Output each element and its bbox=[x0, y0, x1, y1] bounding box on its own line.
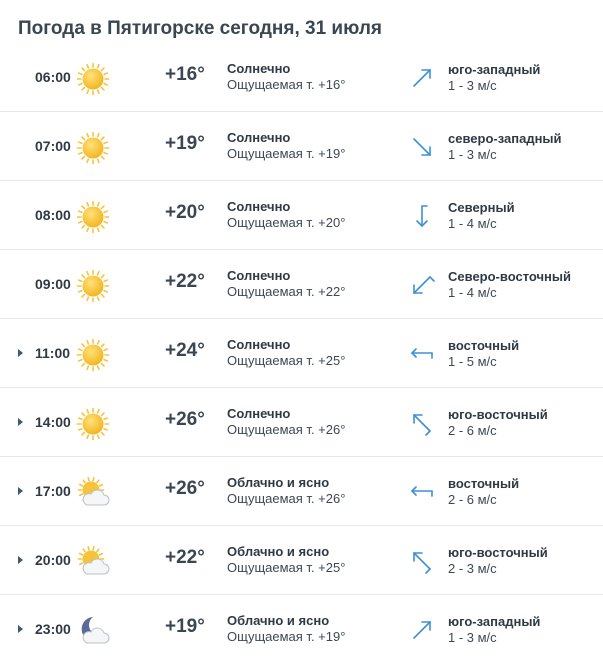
forecast-condition: Солнечно bbox=[227, 199, 291, 214]
wind-direction: юго-западный bbox=[448, 614, 541, 629]
feels-like-temperature: Ощущаемая т. +19° bbox=[227, 146, 346, 161]
forecast-condition: Солнечно bbox=[227, 130, 291, 145]
arrow-west-icon bbox=[408, 340, 436, 368]
wind-direction: юго-восточный bbox=[448, 407, 548, 422]
arrow-northeast-icon bbox=[408, 64, 436, 92]
wind-direction: юго-западный bbox=[448, 62, 541, 77]
forecast-row[interactable] bbox=[0, 319, 603, 388]
expand-caret-icon[interactable] bbox=[18, 556, 23, 564]
arrow-northeast-icon bbox=[408, 616, 436, 644]
forecast-condition: Солнечно bbox=[227, 268, 291, 283]
arrow-southwest-icon bbox=[408, 271, 436, 299]
forecast-time: 06:00 bbox=[35, 69, 71, 85]
wind-direction: восточный bbox=[448, 338, 520, 353]
forecast-temperature: +20° bbox=[165, 202, 205, 223]
wind-speed: 1 - 3 м/с bbox=[448, 630, 497, 645]
wind-speed: 2 - 3 м/с bbox=[448, 561, 497, 576]
sun-cloud-icon bbox=[76, 476, 110, 510]
wind-speed: 1 - 5 м/с bbox=[448, 354, 497, 369]
forecast-temperature: +22° bbox=[165, 547, 205, 568]
forecast-condition: Солнечно bbox=[227, 337, 291, 352]
sun-cloud-icon bbox=[76, 545, 110, 579]
forecast-row bbox=[0, 112, 603, 181]
feels-like-temperature: Ощущаемая т. +26° bbox=[227, 422, 346, 437]
forecast-time: 11:00 bbox=[35, 345, 71, 361]
sun-icon bbox=[76, 269, 110, 303]
wind-direction: Северо-восточный bbox=[448, 269, 572, 284]
forecast-time: 07:00 bbox=[35, 138, 71, 154]
sun-icon bbox=[76, 407, 110, 441]
forecast-condition: Солнечно bbox=[227, 406, 291, 421]
forecast-time: 14:00 bbox=[35, 414, 71, 430]
forecast-condition: Солнечно bbox=[227, 61, 291, 76]
arrow-northwest-icon bbox=[408, 547, 436, 575]
forecast-row bbox=[0, 181, 603, 250]
expand-caret-icon[interactable] bbox=[18, 625, 23, 633]
arrow-south-icon bbox=[408, 202, 436, 230]
wind-direction: Северный bbox=[448, 200, 515, 215]
wind-speed: 1 - 3 м/с bbox=[448, 78, 497, 93]
forecast-time: 08:00 bbox=[35, 207, 71, 223]
wind-speed: 1 - 3 м/с bbox=[448, 147, 497, 162]
forecast-condition: Облачно и ясно bbox=[227, 544, 330, 559]
feels-like-temperature: Ощущаемая т. +19° bbox=[227, 629, 346, 644]
feels-like-temperature: Ощущаемая т. +20° bbox=[227, 215, 346, 230]
forecast-time: 20:00 bbox=[35, 552, 71, 568]
forecast-time: 09:00 bbox=[35, 276, 71, 292]
forecast-temperature: +19° bbox=[165, 616, 205, 637]
forecast-condition: Облачно и ясно bbox=[227, 613, 330, 628]
forecast-row bbox=[0, 43, 603, 112]
hourly-forecast-list bbox=[0, 43, 603, 658]
arrow-southeast-icon bbox=[408, 133, 436, 161]
feels-like-temperature: Ощущаемая т. +25° bbox=[227, 560, 346, 575]
feels-like-temperature: Ощущаемая т. +16° bbox=[227, 77, 346, 92]
forecast-row bbox=[0, 250, 603, 319]
forecast-row[interactable] bbox=[0, 388, 603, 457]
forecast-temperature: +22° bbox=[165, 271, 205, 292]
wind-speed: 2 - 6 м/с bbox=[448, 492, 497, 507]
wind-direction: юго-восточный bbox=[448, 545, 548, 560]
forecast-row[interactable] bbox=[0, 526, 603, 595]
wind-speed: 2 - 6 м/с bbox=[448, 423, 497, 438]
sun-icon bbox=[76, 338, 110, 372]
wind-speed: 1 - 4 м/с bbox=[448, 285, 497, 300]
forecast-row[interactable] bbox=[0, 595, 603, 658]
page-title: Погода в Пятигорске сегодня, 31 июля bbox=[18, 18, 383, 39]
wind-direction: северо-западный bbox=[448, 131, 562, 146]
forecast-condition: Облачно и ясно bbox=[227, 475, 330, 490]
feels-like-temperature: Ощущаемая т. +22° bbox=[227, 284, 346, 299]
sun-icon bbox=[76, 62, 110, 96]
forecast-temperature: +26° bbox=[165, 478, 205, 499]
wind-direction: восточный bbox=[448, 476, 520, 491]
sun-icon bbox=[76, 200, 110, 234]
expand-caret-icon[interactable] bbox=[18, 487, 23, 495]
arrow-west-icon bbox=[408, 478, 436, 506]
feels-like-temperature: Ощущаемая т. +26° bbox=[227, 491, 346, 506]
forecast-temperature: +26° bbox=[165, 409, 205, 430]
feels-like-temperature: Ощущаемая т. +25° bbox=[227, 353, 346, 368]
wind-speed: 1 - 4 м/с bbox=[448, 216, 497, 231]
forecast-temperature: +16° bbox=[165, 64, 205, 85]
forecast-row[interactable] bbox=[0, 457, 603, 526]
expand-caret-icon[interactable] bbox=[18, 349, 23, 357]
forecast-temperature: +24° bbox=[165, 340, 205, 361]
forecast-time: 23:00 bbox=[35, 621, 71, 637]
arrow-northwest-icon bbox=[408, 409, 436, 437]
expand-caret-icon[interactable] bbox=[18, 418, 23, 426]
sun-icon bbox=[76, 131, 110, 165]
forecast-temperature: +19° bbox=[165, 133, 205, 154]
forecast-time: 17:00 bbox=[35, 483, 71, 499]
moon-cloud-icon bbox=[76, 614, 110, 648]
